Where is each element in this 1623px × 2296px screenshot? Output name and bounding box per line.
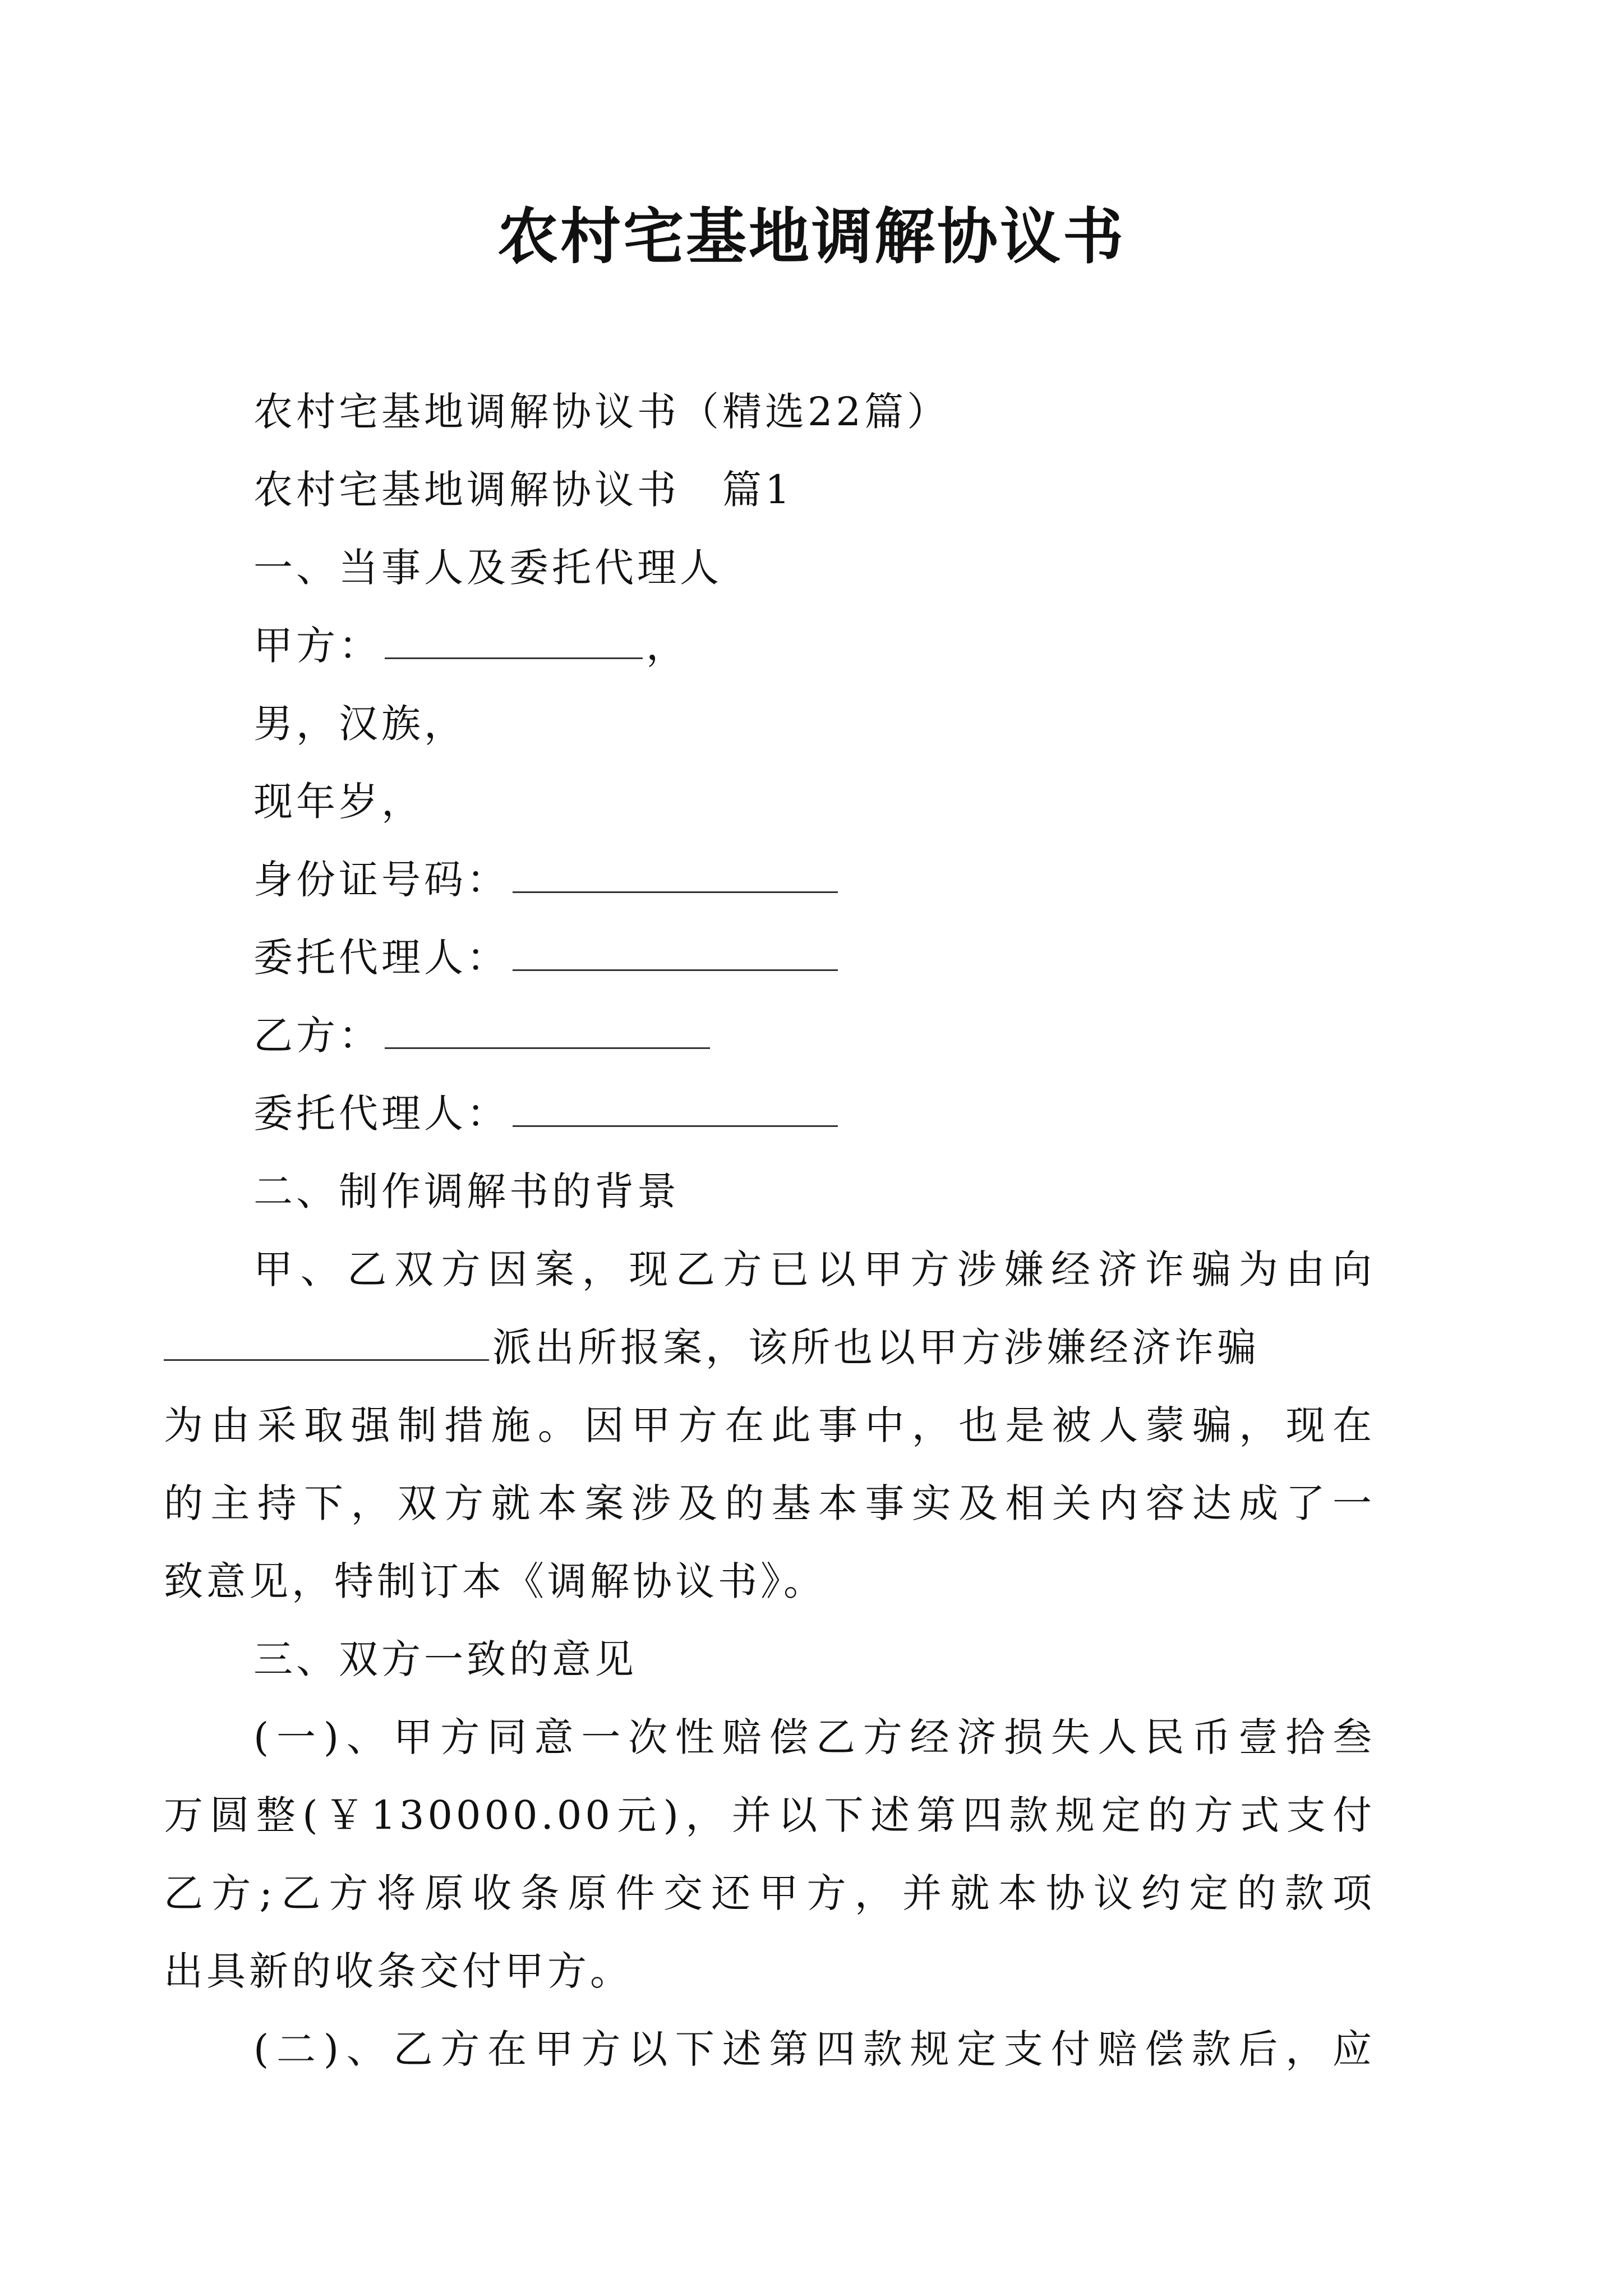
item-1-line-3: 乙方;乙方将原收条原件交还甲方，并就本协议约定的款项 <box>164 1870 1375 1916</box>
subtitle: 农村宅基地调解协议书（精选22篇） <box>253 389 950 435</box>
background-paragraph-line-3: 为由采取强制措施。因甲方在此事中，也是被人蒙骗，现在 <box>164 1402 1375 1448</box>
chapter-heading: 农村宅基地调解协议书 篇1 <box>253 467 794 513</box>
section-heading-1: 一、当事人及委托代理人 <box>253 545 722 591</box>
agent-b-blank <box>513 1078 838 1127</box>
party-b-label: 乙方： <box>253 1013 381 1059</box>
background-paragraph-line-1: 甲、乙双方因案，现乙方已以甲方涉嫌经济诈骗为由向 <box>253 1246 1375 1292</box>
background-paragraph-line-4: 的主持下，双方就本案涉及的基本事实及相关内容达成了一 <box>164 1480 1375 1526</box>
item-2-line-1: (二)、乙方在甲方以下述第四款规定支付赔偿款后，应 <box>253 2026 1375 2072</box>
agent-a-blank <box>513 922 838 971</box>
party-b-line <box>253 997 1375 1075</box>
item-1-line-4: 出具新的收条交付甲方。 <box>164 1948 633 1994</box>
party-a-blank <box>385 610 643 659</box>
party-a-age-line: 现年岁， <box>253 779 424 825</box>
party-a-line: 甲方： ， <box>253 607 1375 685</box>
agent-a-label: 委托代理人： <box>253 935 509 981</box>
party-a-gender-line: 男，汉族， <box>253 701 467 747</box>
document-title: 农村宅基地调解协议书 <box>497 201 1126 272</box>
id-number-blank <box>513 844 838 893</box>
agent-a-line <box>253 919 1375 997</box>
police-station-blank <box>164 1312 489 1361</box>
id-number-label: 身份证号码： <box>253 857 509 903</box>
section-heading-3: 三、双方一致的意见 <box>253 1636 637 1682</box>
chapter-line <box>253 451 1375 529</box>
item-1-line-2: 万圆整(￥130000.00元)，并以下述第四款规定的方式支付 <box>164 1792 1375 1838</box>
party-b-blank <box>385 1000 710 1049</box>
background-paragraph-line-5: 致意见，特制订本《调解协议书》。 <box>164 1558 826 1604</box>
id-number-line <box>253 841 1375 919</box>
background-paragraph-line-2: 派出所报案，该所也以甲方涉嫌经济诈骗 <box>164 1309 1375 1387</box>
subtitle-line <box>253 373 1375 451</box>
agent-b-line <box>253 1075 1375 1153</box>
party-a-label: 甲方： <box>253 623 381 669</box>
agent-b-label: 委托代理人： <box>253 1091 509 1137</box>
item-1-line-1: (一)、甲方同意一次性赔偿乙方经济损失人民币壹拾叁 <box>253 1714 1375 1760</box>
section-heading-2: 二、制作调解书的背景 <box>253 1168 680 1214</box>
